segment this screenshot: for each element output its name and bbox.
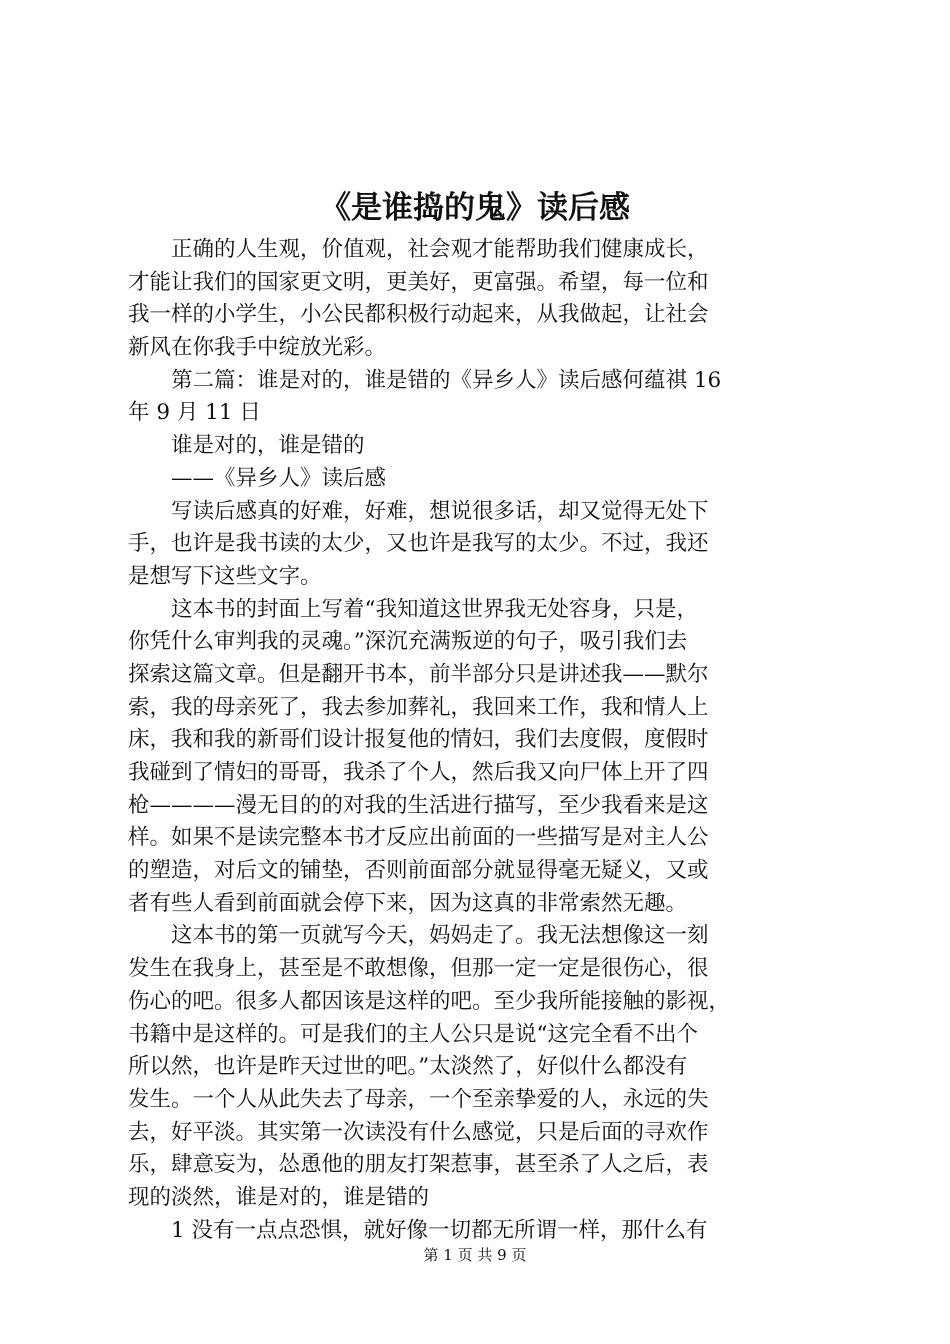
text-line: 乐，肆意妄为，怂恿他的朋友打架惹事，甚至杀了人之后，表	[128, 1152, 709, 1178]
text-line: 发生。一个人从此失去了母亲，一个至亲挚爱的人，永远的失	[128, 1086, 709, 1112]
text-line: 才能让我们的国家更文明，更美好，更富强。希望，每一位和	[128, 269, 709, 295]
text-line: 第二篇：谁是对的，谁是错的《异乡人》读后感何蕴祺 16	[128, 367, 722, 393]
text-line: 我碰到了情妇的哥哥，我杀了个人，然后我又向尸体上开了四	[128, 760, 709, 785]
text-line: 床，我和我的新哥们设计报复他的情妇，我们去度假，度假时	[128, 727, 709, 753]
text-line: 新风在你我手中绽放光彩。	[128, 335, 387, 361]
text-line: 伤心的吧。很多人都因该是这样的吧。至少我所能接触的影视，	[128, 988, 731, 1014]
text-line: 我一样的小学生，小公民都积极行动起来，从我做起，让社会	[128, 302, 709, 328]
text-line: 样。如果不是读完整本书才反应出前面的一些描写是对主人公	[128, 825, 709, 851]
text-line: 年 9 月 11 日	[128, 400, 261, 426]
text-line: 的塑造，对后文的铺垫，否则前面部分就显得毫无疑义，又或	[128, 858, 709, 884]
text-line: 正确的人生观，价值观，社会观才能帮助我们健康成长，	[128, 237, 709, 262]
document-body	[128, 234, 834, 1247]
text-line: 是想写下这些文字。	[128, 563, 322, 589]
text-line: 者有些人看到前面就会停下来，因为这真的非常索然无趣。	[128, 890, 688, 916]
text-line: 现的淡然，谁是对的，谁是错的	[128, 1184, 430, 1210]
text-line: 1 没有一点点恐惧，就好像一切都无所谓一样，那什么有	[128, 1217, 708, 1243]
document-title: 《是谁捣的鬼》读后感	[320, 190, 630, 226]
text-line: 这本书的封面上写着“我知道这世界我无处容身，只是，	[128, 596, 698, 622]
text-line: 发生在我身上，甚至是不敢想像，但那一定一定是很伤心，很	[128, 956, 709, 982]
text-line: 书籍中是这样的。可是我们的主人公只是说“这完全看不出个	[128, 1021, 698, 1047]
text-line: 探索这篇文章。但是翻开书本，前半部分只是讲述我——默尔	[128, 661, 709, 687]
text-line: 写读后感真的好难，好难，想说很多话，却又觉得无处下	[128, 498, 709, 524]
text-line: 这本书的第一页就写今天，妈妈走了。我无法想像这一刻	[128, 923, 709, 949]
page-footer: 第 1 页 共 9 页	[423, 1246, 527, 1264]
text-line: 所以然，也许是昨天过世的吧。”太淡然了，好似什么都没有	[128, 1054, 688, 1080]
text-line: ——《异乡人》读后感	[128, 465, 387, 491]
text-line: 谁是对的，谁是错的	[128, 433, 365, 459]
text-line: 枪————漫无目的的对我的生活进行描写，至少我看来是这	[128, 792, 709, 818]
text-line: 你凭什么审判我的灵魂。”深沉充满叛逆的句子，吸引我们去	[128, 629, 688, 655]
text-line: 去，好平淡。其实第一次读没有什么感觉，只是后面的寻欢作	[128, 1119, 709, 1145]
text-line: 手，也许是我书读的太少，又也许是我写的太少。不过，我还	[128, 531, 709, 557]
text-line: 索，我的母亲死了，我去参加葬礼，我回来工作，我和情人上	[128, 694, 709, 720]
